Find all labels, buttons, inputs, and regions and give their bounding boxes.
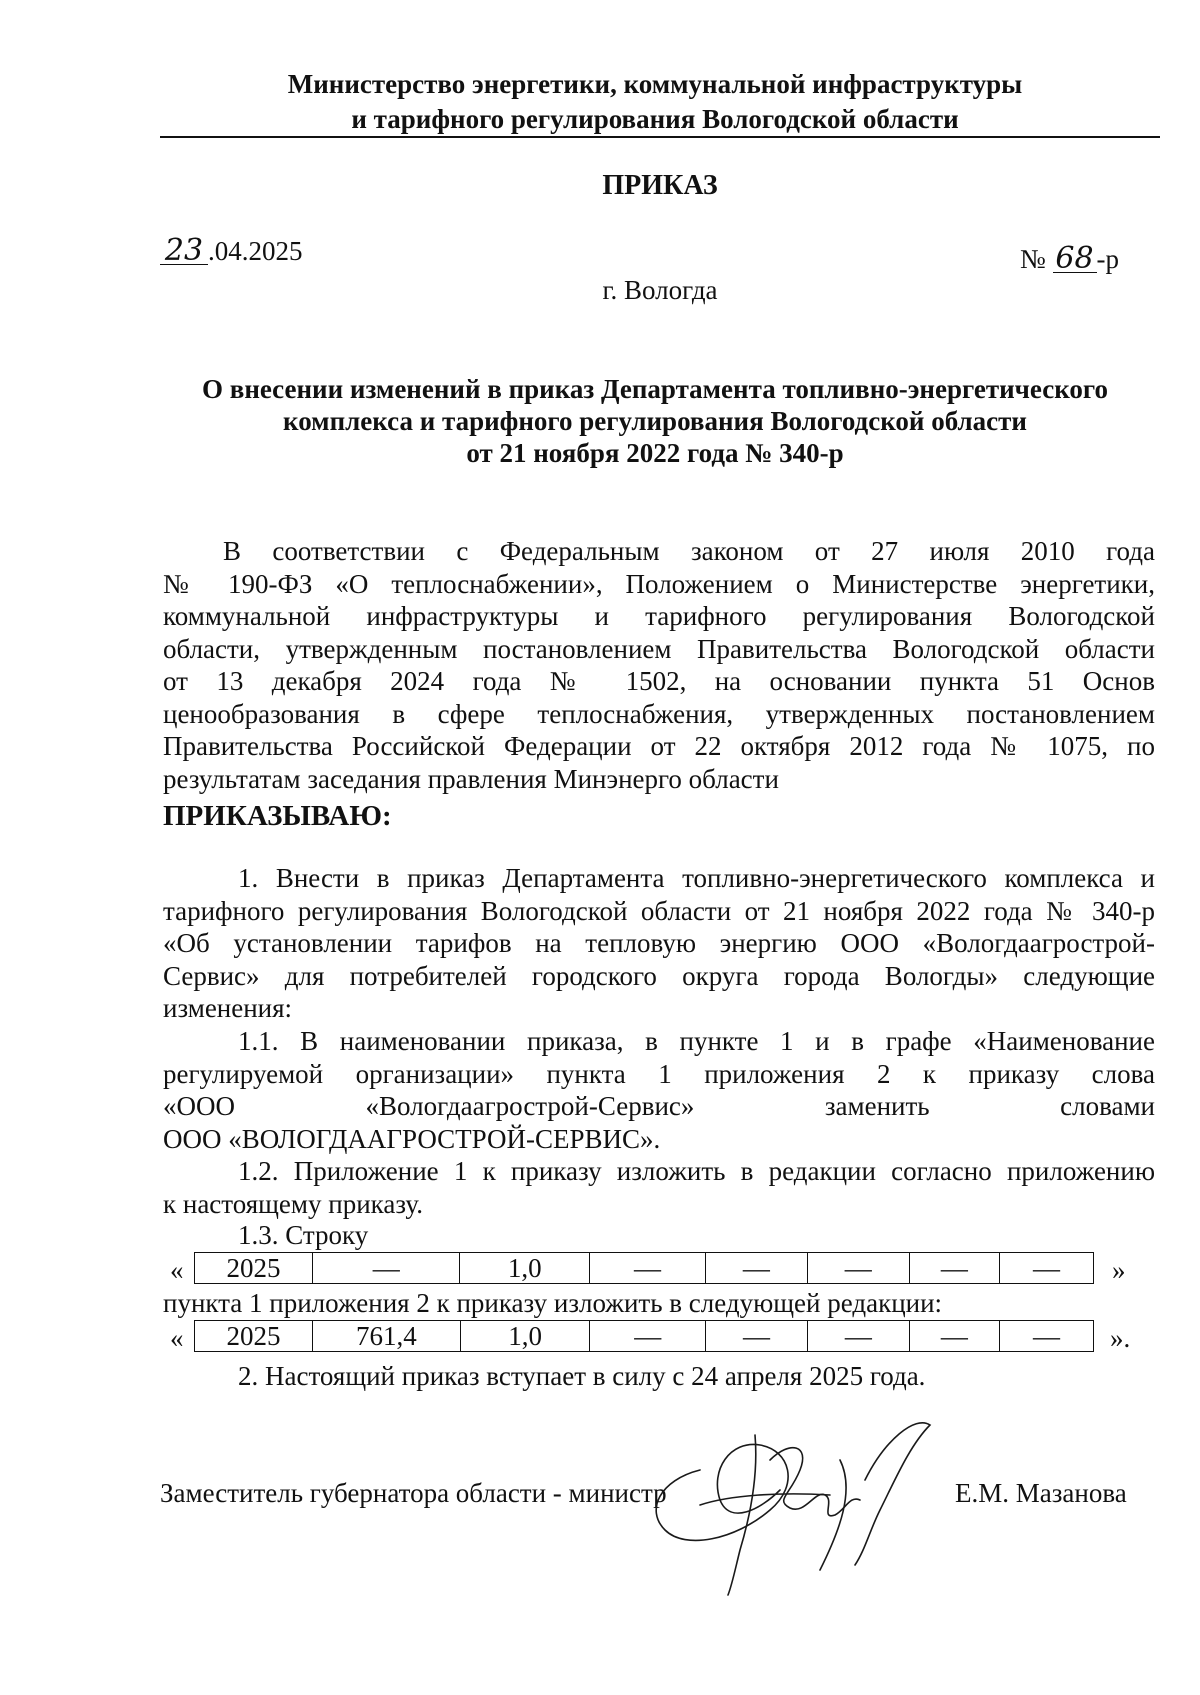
item-1-1-line: регулируемой организации» пункта 1 приложения 2 к приказу слова xyxy=(163,1058,1155,1089)
ministry-name-line-2: и тарифного регулирования Вологодской области xyxy=(351,104,959,134)
preamble-line: В соответствии с Федеральным законом от 27 июля 2010 года xyxy=(223,536,1155,566)
order-date xyxy=(160,233,303,268)
table-cell: — xyxy=(999,1321,1093,1352)
row-old-open-quote: « xyxy=(170,1255,184,1285)
table-cell: — xyxy=(909,1321,999,1352)
table-cell: — xyxy=(705,1253,807,1284)
row-new-open-quote: « xyxy=(170,1323,184,1353)
table-cell: 2025 xyxy=(195,1253,313,1284)
item-1-3-intro: 1.3. Строку xyxy=(238,1220,369,1250)
item-1-1-line: ООО «ВОЛОГДААГРОСТРОЙ-СЕРВИС». xyxy=(163,1123,661,1154)
preamble-line: области, утвержденным постановлением Правительства Вологодской области xyxy=(163,633,1155,664)
signatory-name: Е.М. Мазанова xyxy=(955,1478,1127,1508)
order-number-prefix: № xyxy=(1020,244,1046,274)
table-row xyxy=(195,1253,1094,1284)
handwritten-signature xyxy=(640,1400,940,1600)
table-cell: — xyxy=(807,1253,909,1284)
table-cell: — xyxy=(909,1253,999,1284)
item-1-line: Сервис» для потребителей городского округа города Вологды» следующие xyxy=(163,960,1155,991)
preamble-line: результатам заседания правления Минэнерго области xyxy=(163,763,779,794)
item-1-line: изменения: xyxy=(163,993,293,1023)
item-1-1-line: «ООО «Вологдаагрострой-Сервис» заменить словами xyxy=(163,1091,1155,1121)
order-title-line-3: от 21 ноября 2022 года № 340-р xyxy=(466,438,844,468)
item-1-line: 1. Внести в приказ Департамента топливно-энергетического комплекса и xyxy=(238,863,1155,893)
order-number-value: 68 xyxy=(1053,246,1097,273)
item-1-line: тарифного регулирования Вологодской области от 21 ноября 2022 года № 340-р xyxy=(163,895,1155,926)
table-cell: — xyxy=(807,1321,909,1352)
table-cell: — xyxy=(590,1321,706,1352)
row-new-close-quote: ». xyxy=(1110,1323,1131,1353)
item-1-1 xyxy=(163,1025,1155,1155)
item-1-2 xyxy=(163,1155,1155,1220)
row-old-table xyxy=(194,1252,1094,1284)
order-word: ПРИКАЗЫВАЮ: xyxy=(163,800,392,832)
order-number xyxy=(1020,241,1120,276)
table-row xyxy=(195,1321,1094,1352)
table-cell: — xyxy=(706,1321,808,1352)
city: г. Вологда xyxy=(602,275,718,305)
table-cell: — xyxy=(999,1253,1093,1284)
ministry-name-line-1: Министерство энергетики, коммунальной инфраструктуры xyxy=(287,69,1023,99)
preamble-line: от 13 декабря 2024 года № 1502, на основании пункта 51 Основ xyxy=(163,666,1155,696)
order-number-suffix: -р xyxy=(1096,244,1120,274)
preamble-line: № 190-ФЗ «О теплоснабжении», Положением о Министерстве энергетики, xyxy=(163,568,1155,599)
table-cell: 2025 xyxy=(195,1321,313,1352)
preamble-line: коммунальной инфраструктуры и тарифного регулирования Вологодской xyxy=(163,601,1155,631)
table-cell: 1,0 xyxy=(460,1253,590,1284)
item-1 xyxy=(163,862,1155,1025)
order-date-rest: .04.2025 xyxy=(208,236,303,266)
preamble-line: ценообразования в сфере теплоснабжения, утвержденных постановлением xyxy=(163,698,1155,729)
order-title-line-2: комплекса и тарифного регулирования Вологодской области xyxy=(283,406,1027,436)
item-1-1-line: 1.1. В наименовании приказа, в пункте 1 и в графе «Наименование xyxy=(238,1026,1155,1056)
item-1-2-line: к настоящему приказу. xyxy=(163,1188,423,1219)
table-cell: 1,0 xyxy=(460,1321,590,1352)
item-1-line: «Об установлении тарифов на тепловую энергию ООО «Вологдаагрострой- xyxy=(163,928,1155,958)
table-cell: 761,4 xyxy=(313,1321,461,1352)
item-2: 2. Настоящий приказ вступает в силу с 24 апреля 2025 года. xyxy=(238,1361,926,1391)
table-cell: — xyxy=(590,1253,706,1284)
item-1-2-line: 1.2. Приложение 1 к приказу изложить в редакции согласно приложению xyxy=(238,1156,1155,1186)
item-1-3-between: пункта 1 приложения 2 к приказу изложить в следующей редакции: xyxy=(163,1288,943,1318)
signatory-position: Заместитель губернатора области - министр xyxy=(160,1478,667,1508)
table-cell: — xyxy=(313,1253,460,1284)
preamble-line: Правительства Российской Федерации от 22 октября 2012 года № 1075, по xyxy=(163,731,1155,761)
order-title-line-1: О внесении изменений в приказ Департамента топливно-энергетического xyxy=(201,374,1108,404)
row-new-table xyxy=(194,1320,1094,1352)
order-date-day: 23 xyxy=(160,238,208,265)
preamble xyxy=(163,535,1155,795)
row-old-close-quote: » xyxy=(1112,1255,1126,1285)
header-rule xyxy=(160,136,1160,138)
document-type: ПРИКАЗ xyxy=(602,170,718,201)
